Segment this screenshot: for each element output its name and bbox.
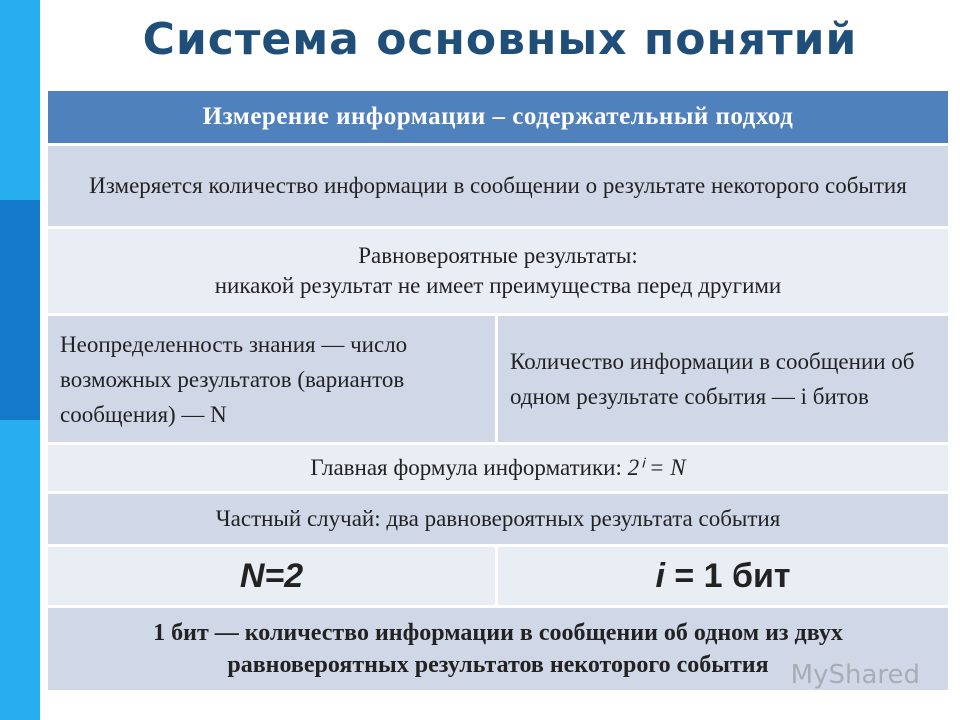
equiprobable-line2: никакой результат не имеет преимущества перед другими	[214, 273, 782, 298]
table-row	[48, 146, 948, 226]
uncertainty-cell: Неопределенность знания — число возможных результатов (вариантов сообщения) — N	[48, 316, 498, 442]
left-accent-block	[0, 200, 40, 420]
table-row	[48, 229, 948, 313]
watermark-text: MyShared	[790, 660, 920, 690]
info-amount-cell: Количество информации в сообщении об одном результате события — i битов	[498, 316, 948, 442]
i-value: = 1 бит	[664, 557, 791, 595]
n-equals-2	[48, 547, 498, 605]
bit-definition: 1 бит — количество информации в сообщении об одном из двух равновероятных результатов некоторого события	[48, 608, 948, 690]
main-formula	[48, 445, 948, 491]
concept-table	[48, 88, 948, 693]
main-formula-label: Главная формула информатики:	[310, 455, 628, 480]
equiprobable-line1: Равновероятные результаты:	[358, 243, 638, 268]
i-equals-1-bit	[498, 547, 948, 605]
table-row	[48, 316, 948, 442]
table-header-row	[48, 91, 948, 143]
i-variable: i	[655, 557, 665, 595]
table-header: Измерение информации – содержательный подход	[48, 91, 948, 143]
measurement-definition: Измеряется количество информации в сообщении о результате некоторого события	[48, 146, 948, 226]
main-formula-expression: 2ⁱ = N	[627, 455, 686, 480]
table-row	[48, 494, 948, 544]
special-case: Частный случай: два равновероятных результата события	[48, 494, 948, 544]
left-accent-bar	[0, 0, 40, 720]
table-row	[48, 445, 948, 491]
n-equals-2-text: N=2	[239, 557, 304, 595]
page-title: Система основных понятий	[142, 14, 858, 65]
equiprobable-results	[48, 229, 948, 313]
table-row	[48, 547, 948, 605]
